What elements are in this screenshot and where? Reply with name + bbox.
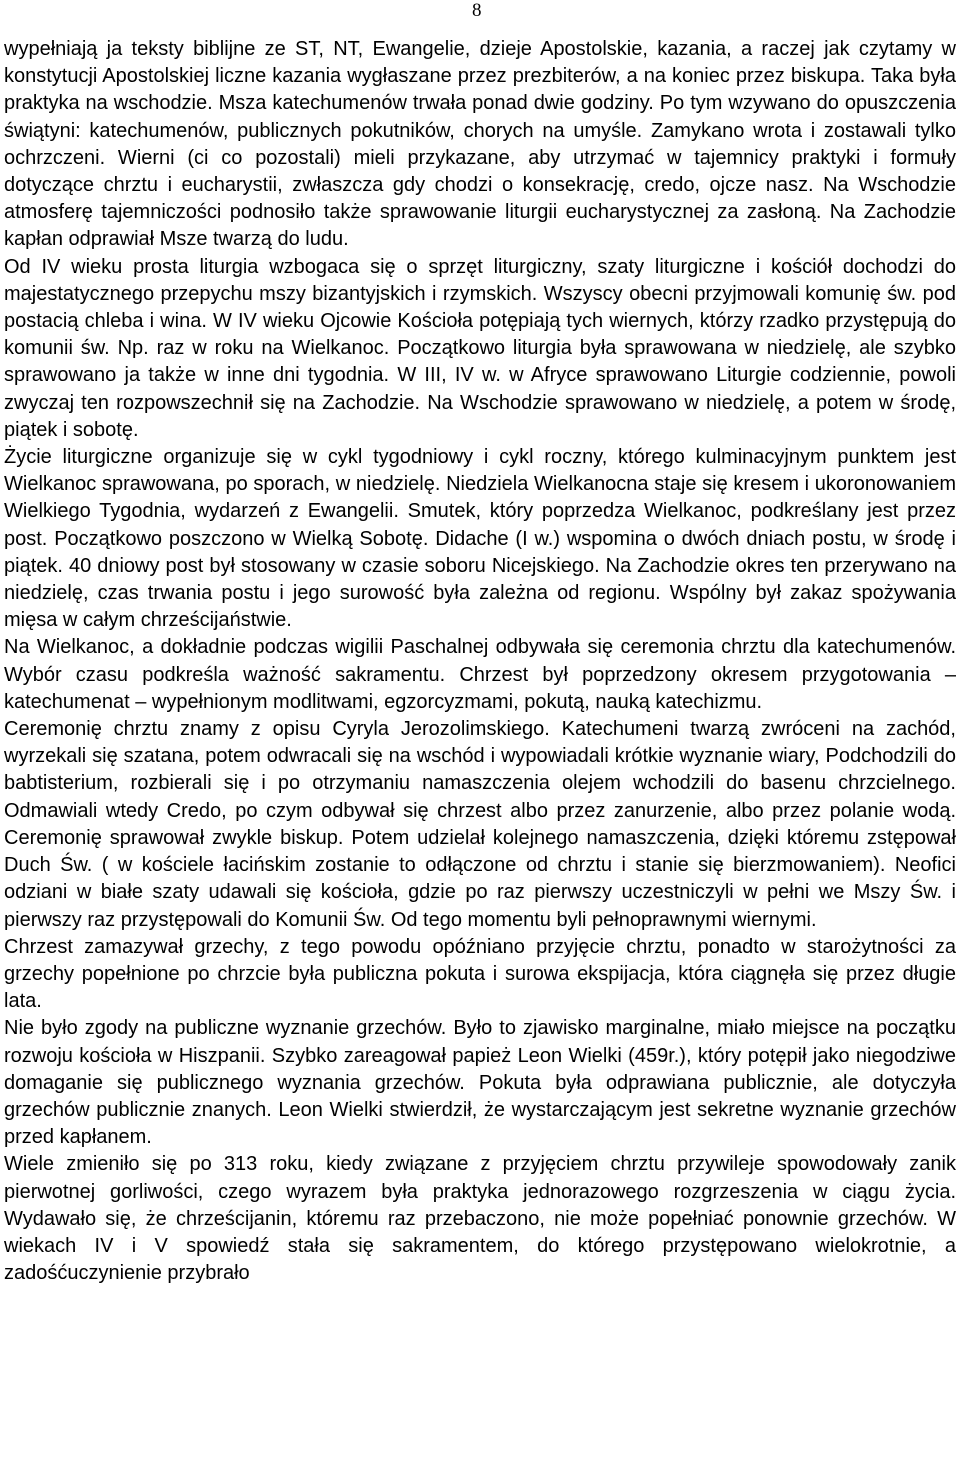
paragraph-after-313: Wiele zmieniło się po 313 roku, kiedy związane z przyjęciem chrztu przywileje spowodowały zanik pierwotnej gorliwości, czego wyrazem była praktyka jednorazowego rozgrzeszenia w ciągu życia. Wydawało się, że chrześcijanin, któremu raz przebaczono, nie może popełniać ponownie grzechów. W wiekach IV i V spowiedź stała się sakramentem, do którego przystępowano wielokrotnie, a zadośćuczynienie przybrało [4,1153,956,1285]
paragraph-baptism-ceremony: Ceremonię chrztu znamy z opisu Cyryla Jerozolimskiego. Katechumeni twarzą zwróceni na zachód, wyrzekali się szatana, potem odwracali się na wschód i wypowiadali krótkie wyznanie wiary, Podchodzili do babtisterium, rozbierali się i po otrzymaniu namaszczenia olejem wchodzili do basenu chrzcielnego. Odmawiali wtedy Credo, po czym odbywał się chrzest albo przez zanurzenie, albo przez polanie wodą. Ceremonię sprawował zwykle biskup. Potem udzielał kolejnego namaszczenia, dzięki któremu zstępował Duch Św. ( w kościele łacińskim zostanie to odłączone od chrztu i stanie się bierzmowaniem). Neofici odziani w białe szaty udawali się kościoła, gdzie po raz pierwszy uczestniczyli w pełni we Mszy Św. i pierwszy raz przystępowali do Komunii Św. Od tego momentu byli pełnoprawnymi wiernymi. [4,718,956,931]
paragraph-fourth-century-liturgy: Od IV wieku prosta liturgia wzbogaca się o sprzęt liturgiczny, szaty liturgiczne i kościół dochodzi do majestatycznego przepychu mszy bizantyjskich i rzymskich. Wszyscy obecni przyjmowali komunię św. pod postacią chleba i wina. W IV wieku Ojcowie Kościoła potępiają tych wiernych, którzy rzadko przystępują do komunii św. Np. raz w roku na Wielkanoc. Początkowo liturgia była sprawowana w niedzielę, ale szybko sprawowano ja także w inne dni tygodnia. W III, IV w. w Afryce sprawowano Liturgie codziennie, powoli zwyczaj ten rozpowszechnił się na Zachodzie. Na Wschodzie sprawowano w niedzielę, a potem w środę, piątek i sobotę. [4,255,956,441]
paragraph-liturgical-year: Życie liturgiczne organizuje się w cykl tygodniowy i cykl roczny, którego kulminacyjnym punktem jest Wielkanoc sprawowana, po sporach, w niedzielę. Niedziela Wielkanocna staje się kresem i ukoronowaniem Wielkiego Tygodnia, wydarzeń z Ewangelii. Smutek, który poprzedza Wielkanoc, podkreślany jest przez post. Początkowo poszczono w Wielką Sobotę. Didache (I w.) wspomina o dwóch dniach postu, w środę i piątek. 40 dniowy post był stosowany w czasie soboru Nicejskiego. Na Zachodzie okres ten przerywano na niedzielę, czas trwania postu i jego surowość była zależna od regionu. Wspólny był zakaz spożywania mięsa w całym chrześcijaństwie. [4,446,956,632]
paragraph-baptism-and-sin: Chrzest zamazywał grzechy, z tego powodu opóźniano przyjęcie chrztu, ponadto w starożytności za grzechy popełnione po chrzcie była publiczna pokuta i surowa ekspijacja, która ciągnęła się przez długie lata. [4,935,956,1013]
paragraph-public-confession: Nie było zgody na publiczne wyznanie grzechów. Było to zjawisko marginalne, miało miejsce na początku rozwoju kościoła w Hiszpanii. Szybko zareagował papież Leon Wielki (459r.), który potępił jako niegodziwe domaganie się publicznego wyznania grzechów. Pokuta była odprawiana publicznie, ale dotyczyła grzechów publicznie znanych. Leon Wielki stwierdził, że wystarczającym jest sekretne wyznanie grzechów przed kapłanem. [4,1017,956,1149]
paragraph-liturgy-of-word: wypełniają ja teksty biblijne ze ST, NT, Ewangelie, dzieje Apostolskie, kazania, a raczej jak czytamy w konstytucji Apostolskiej liczne kazania wygłaszane przez prezbiterów, a na koniec przez biskupa. Taka była praktyka na wschodzie. Msza katechumenów trwała ponad dwie godziny. Po tym wzywano do opuszczenia świątyni: katechumenów, publicznych pokutników, chorych na umyśle. Zamykano wrota i zostawali tylko ochrzczeni. Wierni (ci co pozostali) mieli przykazane, aby utrzymać w tajemnicy praktyki i formuły dotyczące chrztu i eucharystii, zwłaszcza gdy chodzi o konsekrację, credo, ojcze nasz. Na Wschodzie atmosferę tajemniczości podnosiło także sprawowanie liturgii eucharystycznej za zasłoną. Na Zachodzie kapłan odprawiał Msze twarzą do ludu. [4,38,956,251]
paragraph-easter-baptism: Na Wielkanoc, a dokładnie podczas wigilii Paschalnej odbywała się ceremonia chrztu dla katechumenów. Wybór czasu podkreśla ważność sakramentu. Chrzest był poprzedzony okresem przygotowania – katechumenat – wypełnionym modlitwami, egzorcyzmami, pokutą, nauką katechizmu. [4,636,956,713]
page-number: 8 [472,0,482,21]
